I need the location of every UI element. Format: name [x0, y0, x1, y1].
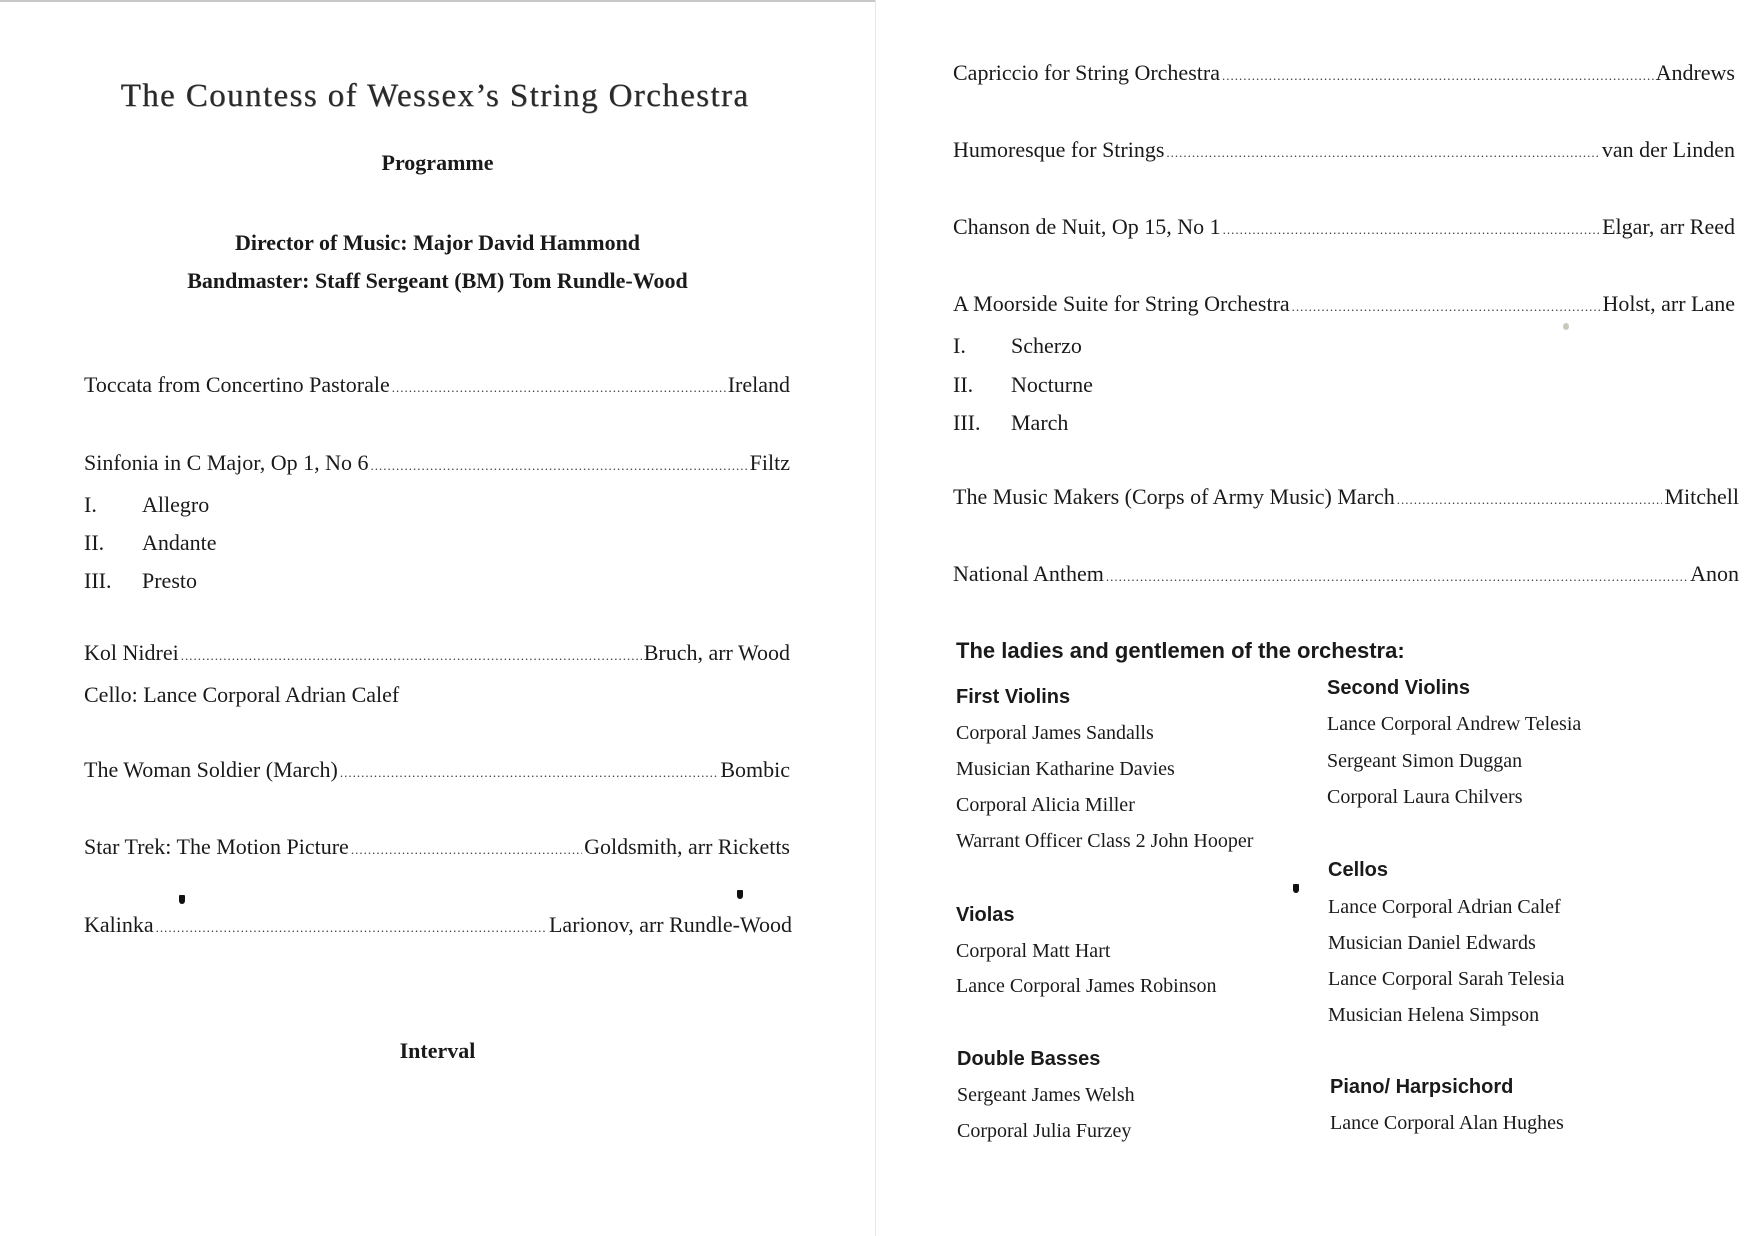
soloist-note: Cello: Lance Corporal Adrian Calef: [84, 682, 400, 707]
piece-title: Chanson de Nuit, Op 15, No 1: [953, 214, 1221, 239]
section-piano-harpsichord: Piano/ Harpsichord: [1330, 1076, 1514, 1098]
composer: Mitchell: [1664, 484, 1739, 509]
programme-item: [84, 372, 790, 398]
member: Lance Corporal Adrian Calef: [1328, 896, 1561, 918]
member: Corporal Alicia Miller: [956, 794, 1135, 816]
programme-item: [953, 291, 1735, 317]
composer: Larionov, arr Rundle-Wood: [548, 912, 792, 937]
piece-title: Star Trek: The Motion Picture: [84, 834, 349, 859]
member: Musician Daniel Edwards: [1328, 932, 1536, 954]
paper-speck: [1563, 323, 1569, 330]
composer: Elgar, arr Reed: [1602, 214, 1735, 239]
dot-leader: [156, 920, 547, 936]
member: Corporal Matt Hart: [956, 940, 1111, 962]
interval-label: Interval: [399, 1038, 476, 1063]
orchestra-title: The Countess of Wessex’s String Orchestra: [120, 78, 750, 114]
programme-item: [953, 484, 1739, 510]
movement-name: Allegro: [142, 492, 210, 517]
composer: van der Linden: [1601, 137, 1735, 162]
movement-number: I.: [953, 333, 966, 358]
member: Corporal James Sandalls: [956, 722, 1154, 744]
dot-leader: [351, 842, 582, 858]
section-first-violins: First Violins: [956, 686, 1071, 708]
member: Warrant Officer Class 2 John Hooper: [956, 830, 1254, 852]
section-violas: Violas: [956, 904, 1015, 926]
member: Sergeant Simon Duggan: [1327, 750, 1523, 772]
member: Lance Corporal Sarah Telesia: [1328, 968, 1565, 990]
dot-leader: [371, 458, 748, 474]
movement-name: Scherzo: [1011, 333, 1082, 358]
programme-item: [953, 214, 1735, 240]
piece-title: Toccata from Concertino Pastorale: [84, 372, 390, 397]
piece-title: National Anthem: [953, 561, 1104, 586]
movement: [953, 372, 1093, 398]
movement-number: III.: [84, 568, 112, 593]
dot-leader: [1166, 145, 1599, 161]
section-double-basses: Double Basses: [957, 1048, 1101, 1070]
bandmaster: Bandmaster: Staff Sergeant (BM) Tom Rundle-Wood: [187, 268, 688, 293]
programme-item: [84, 640, 790, 666]
dot-leader: [1397, 492, 1663, 508]
programme-item: [84, 450, 790, 476]
movement-name: Andante: [142, 530, 217, 555]
section-second-violins: Second Violins: [1327, 677, 1470, 699]
composer: Bombic: [720, 757, 790, 782]
movement: [953, 333, 1082, 359]
composer: Bruch, arr Wood: [643, 640, 790, 665]
orchestra-heading: The ladies and gentlemen of the orchestra:: [956, 638, 1405, 663]
director-of-music: Director of Music: Major David Hammond: [234, 230, 641, 255]
movement: [84, 492, 209, 518]
piece-title: Humoresque for Strings: [953, 137, 1165, 162]
movement: [84, 568, 197, 594]
member: Musician Katharine Davies: [956, 758, 1175, 780]
movement-name: Nocturne: [1011, 372, 1093, 397]
member: Lance Corporal Andrew Telesia: [1327, 713, 1582, 735]
piece-title: Capriccio for String Orchestra: [953, 60, 1220, 85]
movement: [953, 410, 1068, 436]
left-page: [0, 0, 875, 1236]
movement: [84, 530, 217, 556]
piece-title: A Moorside Suite for String Orchestra: [953, 291, 1290, 316]
dot-leader: [1222, 68, 1654, 84]
programme-item: [953, 60, 1735, 86]
programme-item: [84, 757, 790, 783]
composer: Anon: [1690, 561, 1739, 586]
member: Corporal Laura Chilvers: [1327, 786, 1523, 808]
dot-leader: [392, 380, 726, 396]
member: Musician Helena Simpson: [1328, 1004, 1540, 1026]
composer: Goldsmith, arr Ricketts: [584, 834, 790, 859]
ink-mark: [1293, 884, 1299, 893]
dot-leader: [1223, 222, 1600, 238]
right-page: [876, 0, 1754, 1236]
movement-number: II.: [84, 530, 105, 555]
member: Corporal Julia Furzey: [957, 1120, 1132, 1142]
ink-mark: [737, 890, 743, 899]
dot-leader: [340, 765, 719, 781]
member: Sergeant James Welsh: [957, 1084, 1135, 1106]
member: Lance Corporal Alan Hughes: [1330, 1112, 1564, 1134]
movement-name: Presto: [142, 568, 197, 593]
dot-leader: [181, 648, 642, 664]
movement-number: II.: [953, 372, 974, 397]
composer: Holst, arr Lane: [1602, 291, 1735, 316]
piece-title: Sinfonia in C Major, Op 1, No 6: [84, 450, 369, 475]
piece-title: Kalinka: [84, 912, 154, 937]
programme-item: [84, 912, 792, 938]
programme-item: [953, 561, 1739, 587]
dot-leader: [1292, 299, 1601, 315]
piece-title: Kol Nidrei: [84, 640, 179, 665]
movement-name: March: [1011, 410, 1069, 435]
programme-heading: Programme: [381, 150, 494, 175]
composer: Filtz: [749, 450, 790, 475]
section-cellos: Cellos: [1328, 859, 1389, 881]
movement-number: I.: [84, 492, 97, 517]
member: Lance Corporal James Robinson: [956, 975, 1217, 997]
movement-number: III.: [953, 410, 981, 435]
composer: Ireland: [727, 372, 790, 397]
piece-title: The Music Makers (Corps of Army Music) March: [953, 484, 1395, 509]
piece-title: The Woman Soldier (March): [84, 757, 338, 782]
programme-item: [953, 137, 1735, 163]
dot-leader: [1106, 569, 1688, 585]
ink-mark: [179, 895, 185, 904]
programme-item: [84, 834, 790, 860]
composer: Andrews: [1655, 60, 1735, 85]
